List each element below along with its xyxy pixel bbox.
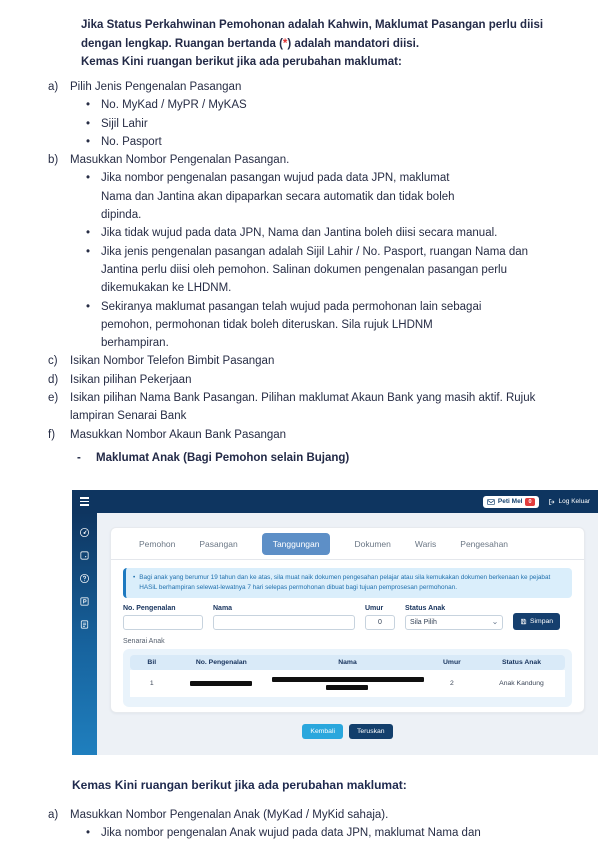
list-bullet: • No. Pasport	[48, 133, 593, 151]
info-alert	[123, 568, 572, 598]
child-entry-form	[123, 605, 572, 630]
cell-nama-redacted	[269, 677, 426, 690]
bottom-heading: Kemas Kini ruangan berikut jika ada perubahan maklumat:	[72, 778, 407, 792]
senarai-anak-label: Senarai Anak	[123, 638, 165, 645]
form-card	[110, 527, 585, 713]
list-item: f) Masukkan Nombor Akaun Bank Pasangan	[48, 428, 287, 441]
tab-pasangan[interactable]: Pasangan	[199, 538, 238, 549]
status-anak-select[interactable]: Sila Pilih	[405, 615, 503, 630]
help-icon[interactable]	[79, 573, 90, 584]
logout-button[interactable]	[548, 498, 590, 506]
list-bullet: • No. MyKad / MyPR / MyKAS	[48, 96, 593, 114]
cell-umur: 2	[449, 680, 454, 687]
umur-input[interactable]	[365, 615, 395, 630]
bullet-dot	[86, 224, 101, 242]
bullet-dot	[86, 169, 101, 224]
mailbox-label: Peti Mel	[497, 498, 523, 505]
list-bullet: • Jika tidak wujud pada data JPN, Nama dan Jantina boleh diisi secara manual.	[48, 224, 593, 242]
tab-waris[interactable]: Waris	[414, 538, 437, 549]
bullet-dot	[86, 298, 101, 353]
teruskan-button[interactable]: Teruskan	[349, 724, 393, 739]
list-bullet: • Sekiranya maklumat pasangan telah wujud pada permohonan lain sebagai pemohon, permohonan tidak boleh diteruskan. Sila rujuk LHDNM berhampiran.	[48, 298, 593, 353]
no-pengenalan-input[interactable]	[123, 615, 203, 630]
app-top-bar	[72, 490, 598, 513]
list-bullet: • Jika nombor pengenalan pasangan wujud pada data JPN, maklumat Nama dan Jantina akan dipaparkan secara automatik dan tidak boleh dipinda.	[48, 169, 593, 224]
umur-label: Umur	[365, 605, 384, 612]
alert-text: Bagi anak yang berumur 19 tahun dan ke atas, sila muat naik dokumen pengesahan pelajar atau sila kemukakan dokumen berkenaan ke pejabat HASiL berhampiran selewat-lewatnya 7 hari selepas permohonan dibuat bagi tujuan pemprosesan permohonan.	[139, 574, 551, 591]
list-bullet: • Jika nombor pengenalan Anak wujud pada data JPN, maklumat Nama dan	[48, 824, 593, 842]
list-item: a) Pilih Jenis Pengenalan Pasangan	[48, 81, 242, 93]
app-screenshot	[72, 490, 598, 755]
simpan-button[interactable]: Simpan	[513, 613, 560, 630]
notes-icon[interactable]	[79, 619, 90, 630]
chevron-down-icon	[492, 620, 498, 626]
list-item: a) Masukkan Nombor Pengenalan Anak (MyKad / MyKid sahaja).	[48, 809, 389, 821]
app-sidebar	[72, 513, 97, 755]
status-anak-label: Status Anak	[405, 605, 446, 612]
list-item: b) Masukkan Nombor Pengenalan Pasangan.	[48, 154, 290, 167]
nama-input[interactable]	[213, 615, 355, 630]
kembali-button[interactable]: Kembali	[302, 724, 343, 739]
logout-label: Log Keluar	[558, 498, 590, 505]
intro-line-2: dengan lengkap. Ruangan bertanda (*) adalah mandatori diisi.	[81, 37, 420, 50]
cell-status-anak: Anak Kandung	[499, 680, 544, 687]
wizard-actions	[97, 724, 598, 739]
bullet-dot	[86, 115, 101, 133]
list-bullet: • Jika jenis pengenalan pasangan adalah Sijil Lahir / No. Pasport, ruangan Nama dan Jantina perlu diisi oleh pemohon. Salinan dokumen pengenalan pasangan perlu dikemukakan ke LHDNM.	[48, 243, 593, 298]
bullet-dot	[86, 824, 101, 842]
alert-bullet	[133, 573, 135, 593]
save-icon	[520, 618, 527, 625]
intro-line-1: Jika Status Perkahwinan Pemohonan adalah Kahwin, Maklumat Pasangan perlu diisi	[81, 19, 544, 31]
bottom-instruction-list	[48, 806, 593, 843]
intro-paragraph	[81, 16, 543, 72]
mandatory-asterisk: *	[282, 37, 288, 50]
tab-bar	[111, 528, 584, 560]
tab-pengesahan[interactable]: Pengesahan	[460, 538, 509, 549]
intro-line-3: Kemas Kini ruangan berikut jika ada perubahan maklumat:	[81, 56, 402, 68]
bullet-dot	[86, 96, 101, 114]
logout-icon	[548, 498, 556, 506]
section-subheading: - Maklumat Anak (Bagi Pemohon selain Bujang)	[77, 452, 350, 464]
bullet-dot	[86, 243, 101, 298]
table-row	[130, 670, 565, 697]
list-item: d) Isikan pilihan Pekerjaan	[48, 373, 192, 386]
mail-icon	[487, 498, 495, 506]
mailbox-button[interactable]	[483, 496, 539, 508]
cell-no-pengenalan-redacted	[174, 681, 270, 686]
senarai-anak-table	[123, 649, 572, 707]
window-icon[interactable]	[79, 550, 90, 561]
nama-label: Nama	[213, 605, 233, 612]
list-item: e) Isikan pilihan Nama Bank Pasangan. Pilihan maklumat Akaun Bank yang masih aktif. Rujuk lampiran Senarai Bank	[48, 392, 536, 423]
mailbox-badge: 0	[525, 498, 534, 506]
tab-pemohon[interactable]: Pemohon	[139, 538, 176, 549]
no-pengenalan-label: No. Pengenalan	[123, 605, 176, 612]
tab-tanggungan[interactable]: Tanggungan	[262, 533, 331, 555]
list-item: c) Isikan Nombor Telefon Bimbit Pasangan	[48, 355, 275, 368]
table-header-row: Bil No. Pengenalan Nama Umur Status Anak	[130, 655, 565, 670]
instruction-list	[48, 78, 593, 444]
menu-toggle-icon[interactable]	[80, 497, 89, 505]
cell-bil: 1	[149, 680, 154, 687]
dashboard-icon[interactable]	[79, 527, 90, 538]
tab-dokumen[interactable]: Dokumen	[354, 538, 391, 549]
list-bullet: • Sijil Lahir	[48, 115, 593, 133]
profile-icon[interactable]	[79, 596, 90, 607]
bullet-dot	[86, 133, 101, 151]
app-main-area	[97, 513, 598, 755]
